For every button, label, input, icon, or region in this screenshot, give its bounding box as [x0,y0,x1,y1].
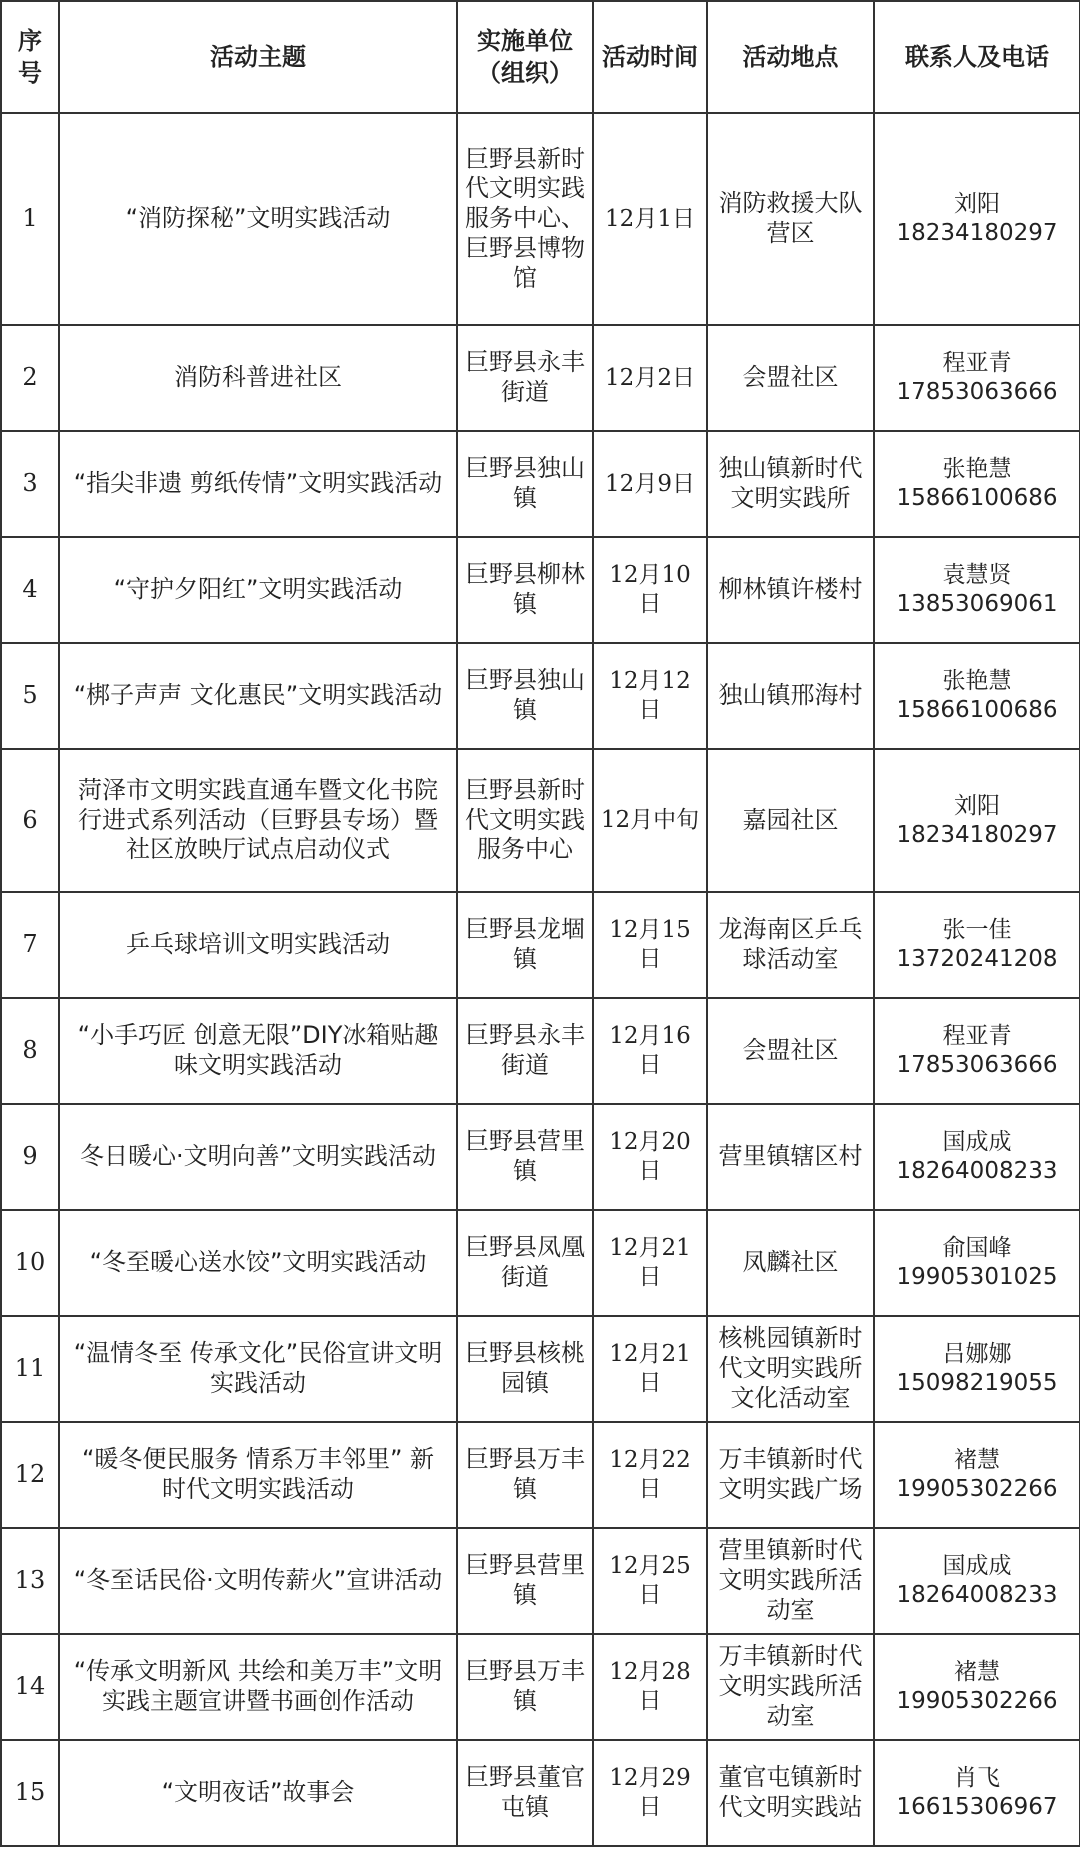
row-seq: 1 [1,113,59,325]
row-topic: “消防探秘”文明实践活动 [59,113,457,325]
contact-phone: 19905302266 [896,1688,1058,1714]
contact-phone: 15098219055 [896,1370,1058,1396]
row-contact [874,113,1080,325]
row-location: 凤麟社区 [707,1210,874,1316]
row-contact [874,1316,1080,1422]
row-time: 12月16日 [593,998,707,1104]
row-seq: 13 [1,1528,59,1634]
row-unit: 巨野县核桃园镇 [457,1316,593,1422]
contact-name: 张艳慧 [942,456,1012,483]
header-location: 活动地点 [707,1,874,113]
contact-name: 袁慧贤 [942,562,1012,589]
row-topic: “小手巧匠 创意无限”DIY冰箱贴趣味文明实践活动 [59,998,457,1104]
contact-phone: 17853063666 [896,1052,1058,1078]
row-topic: “冬至暖心送水饺”文明实践活动 [59,1210,457,1316]
header-time: 活动时间 [593,1,707,113]
row-seq: 12 [1,1422,59,1528]
table-row [1,113,1080,325]
table-row [1,749,1080,892]
row-time: 12月22日 [593,1422,707,1528]
row-contact [874,749,1080,892]
header-contact: 联系人及电话 [874,1,1080,113]
contact-phone: 18264008233 [896,1158,1058,1184]
row-location: 营里镇新时代文明实践所活动室 [707,1528,874,1634]
row-unit: 巨野县独山镇 [457,643,593,749]
contact-name: 褚慧 [954,1659,1000,1686]
row-location: 会盟社区 [707,998,874,1104]
header-unit: 实施单位（组织） [457,1,593,113]
contact-phone: 17853063666 [896,379,1058,405]
header-row [1,1,1080,113]
row-time: 12月21日 [593,1316,707,1422]
row-seq: 15 [1,1740,59,1846]
table-row [1,1104,1080,1210]
row-time: 12月15日 [593,892,707,998]
contact-phone: 15866100686 [896,697,1058,723]
row-time: 12月25日 [593,1528,707,1634]
row-location: 核桃园镇新时代文明实践所文化活动室 [707,1316,874,1422]
row-contact [874,643,1080,749]
row-unit: 巨野县龙堌镇 [457,892,593,998]
row-time: 12月2日 [593,325,707,431]
row-location: 柳林镇许楼村 [707,537,874,643]
row-time: 12月29日 [593,1740,707,1846]
contact-name: 张一佳 [942,917,1012,944]
row-seq: 6 [1,749,59,892]
contact-name: 肖飞 [954,1765,1000,1792]
row-topic: “文明夜话”故事会 [59,1740,457,1846]
row-contact [874,325,1080,431]
table-row [1,537,1080,643]
contact-name: 褚慧 [954,1447,1000,1474]
contact-phone: 13853069061 [896,591,1058,617]
row-topic: 冬日暖心·文明向善”文明实践活动 [59,1104,457,1210]
row-time: 12月1日 [593,113,707,325]
row-topic: “冬至话民俗·文明传薪火”宣讲活动 [59,1528,457,1634]
contact-phone: 19905302266 [896,1476,1058,1502]
row-unit: 巨野县柳林镇 [457,537,593,643]
table-row [1,643,1080,749]
row-location: 万丰镇新时代文明实践所活动室 [707,1634,874,1740]
contact-phone: 18264008233 [896,1582,1058,1608]
row-topic: “暖冬便民服务 情系万丰邻里” 新时代文明实践活动 [59,1422,457,1528]
contact-name: 程亚青 [942,1023,1012,1050]
row-location: 独山镇新时代文明实践所 [707,431,874,537]
row-seq: 10 [1,1210,59,1316]
row-time: 12月20日 [593,1104,707,1210]
row-topic: 乒乓球培训文明实践活动 [59,892,457,998]
row-location: 独山镇邢海村 [707,643,874,749]
row-unit: 巨野县凤凰街道 [457,1210,593,1316]
row-seq: 7 [1,892,59,998]
table-row [1,1316,1080,1422]
header-topic: 活动主题 [59,1,457,113]
table-row [1,1740,1080,1846]
row-seq: 3 [1,431,59,537]
row-unit: 巨野县万丰镇 [457,1422,593,1528]
contact-name: 刘阳 [954,792,1000,819]
row-time: 12月10日 [593,537,707,643]
row-topic: 菏泽市文明实践直通车暨文化书院行进式系列活动（巨野县专场）暨社区放映厅试点启动仪式 [59,749,457,892]
row-unit: 巨野县新时代文明实践服务中心、巨野县博物馆 [457,113,593,325]
row-location: 嘉园社区 [707,749,874,892]
row-unit: 巨野县营里镇 [457,1528,593,1634]
table-row [1,998,1080,1104]
row-location: 营里镇辖区村 [707,1104,874,1210]
header-seq: 序号 [1,1,59,113]
row-time: 12月28日 [593,1634,707,1740]
table-row [1,325,1080,431]
row-seq: 2 [1,325,59,431]
contact-phone: 18234180297 [896,821,1058,848]
row-seq: 9 [1,1104,59,1210]
contact-phone: 16615306967 [896,1794,1058,1820]
row-seq: 14 [1,1634,59,1740]
row-contact [874,1104,1080,1210]
row-contact [874,1740,1080,1846]
row-seq: 11 [1,1316,59,1422]
row-contact [874,892,1080,998]
row-contact [874,537,1080,643]
contact-name: 吕娜娜 [942,1341,1012,1368]
contact-phone: 18234180297 [896,220,1058,246]
row-location: 龙海南区乒乓球活动室 [707,892,874,998]
row-topic: “指尖非遗 剪纸传情”文明实践活动 [59,431,457,537]
row-contact [874,998,1080,1104]
row-unit: 巨野县营里镇 [457,1104,593,1210]
row-contact [874,1634,1080,1740]
row-time: 12月9日 [593,431,707,537]
row-contact [874,1528,1080,1634]
row-contact [874,1422,1080,1528]
contact-phone: 15866100686 [896,485,1058,511]
row-topic: 消防科普进社区 [59,325,457,431]
row-unit: 巨野县新时代文明实践服务中心 [457,749,593,892]
row-unit: 巨野县永丰街道 [457,325,593,431]
contact-phone: 13720241208 [896,946,1058,972]
row-topic: “梆子声声 文化惠民”文明实践活动 [59,643,457,749]
contact-name: 俞国峰 [942,1235,1012,1262]
row-location: 会盟社区 [707,325,874,431]
row-time: 12月12日 [593,643,707,749]
row-topic: “传承文明新风 共绘和美万丰”文明实践主题宣讲暨书画创作活动 [59,1634,457,1740]
contact-name: 程亚青 [942,350,1012,377]
row-contact [874,431,1080,537]
table-body [1,113,1080,1846]
row-time: 12月21日 [593,1210,707,1316]
row-contact [874,1210,1080,1316]
row-time: 12月中旬 [593,749,707,892]
table-row [1,1634,1080,1740]
contact-name: 刘阳 [954,191,1000,218]
contact-name: 张艳慧 [942,668,1012,695]
table-row [1,1422,1080,1528]
row-unit: 巨野县永丰街道 [457,998,593,1104]
row-topic: “温情冬至 传承文化”民俗宣讲文明实践活动 [59,1316,457,1422]
row-seq: 8 [1,998,59,1104]
row-seq: 4 [1,537,59,643]
row-unit: 巨野县董官屯镇 [457,1740,593,1846]
row-topic: “守护夕阳红”文明实践活动 [59,537,457,643]
row-location: 董官屯镇新时代文明实践站 [707,1740,874,1846]
table-row [1,431,1080,537]
row-unit: 巨野县独山镇 [457,431,593,537]
table-row [1,892,1080,998]
row-unit: 巨野县万丰镇 [457,1634,593,1740]
contact-name: 国成成 [942,1129,1012,1156]
table-row [1,1210,1080,1316]
contact-phone: 19905301025 [896,1264,1058,1290]
row-location: 消防救援大队营区 [707,113,874,325]
table-row [1,1528,1080,1634]
row-seq: 5 [1,643,59,749]
contact-name: 国成成 [942,1553,1012,1580]
row-location: 万丰镇新时代文明实践广场 [707,1422,874,1528]
